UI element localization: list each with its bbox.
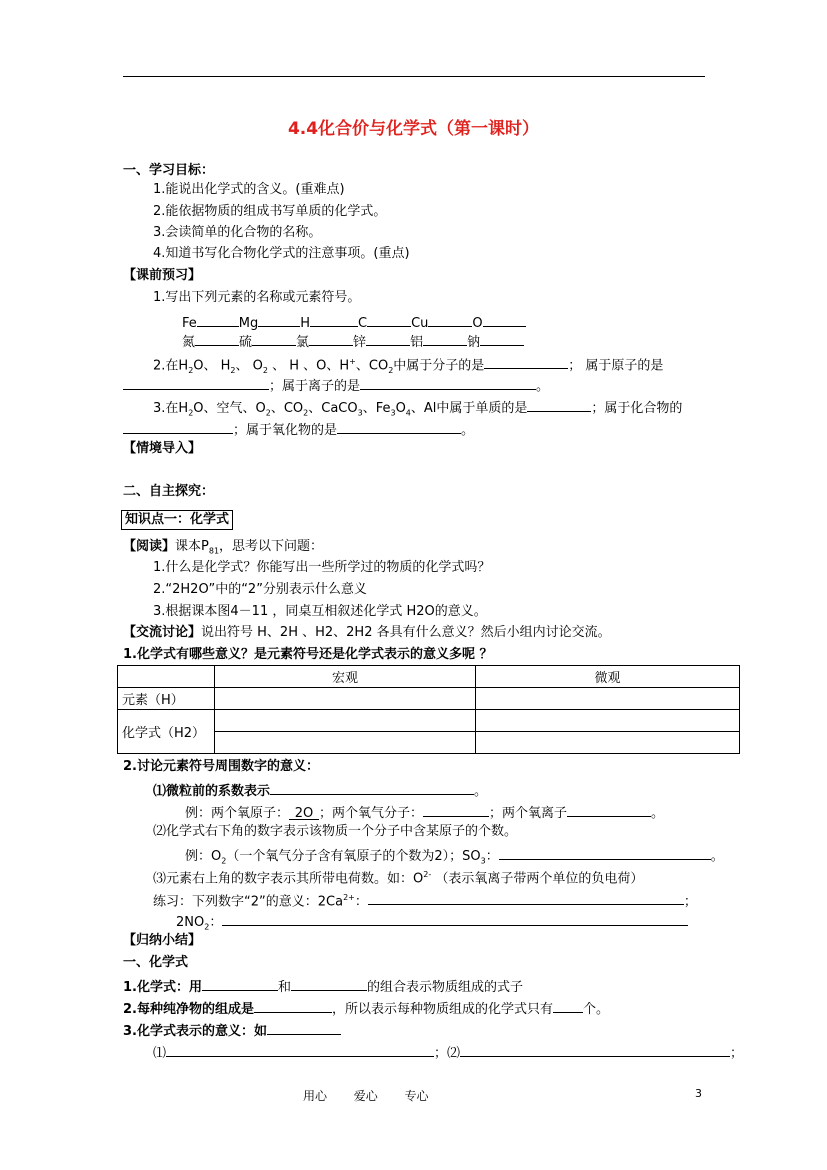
header-rule	[123, 76, 705, 77]
table-header: 微观	[476, 666, 740, 688]
example-2: 例：$O_2$（一个氧气分子含有氧原子的个数为2）；$SO_3$： 。	[185, 846, 724, 870]
preview-heading: 【课前预习】	[123, 268, 202, 283]
preview-q1: 1.写出下列元素的名称或元素符号。	[153, 290, 361, 305]
example-1: 例：两个氧原子： 2O ；两个氧气分子： ；两个氧离子 。	[185, 803, 664, 822]
table-row-label: 元素（H）	[118, 688, 215, 710]
page-number: 3	[695, 1087, 702, 1100]
question-1: 1.化学式有哪些意义？是元素符号还是化学式表示的意义多呢 ？	[123, 647, 493, 662]
symbol-mg: Mg	[238, 316, 259, 331]
element-nitrogen: 氮	[182, 335, 196, 350]
summary-line-1: 1.化学式：用 和 的组合表示物质组成的式子	[123, 977, 523, 996]
table-cell[interactable]	[476, 688, 740, 710]
knowledge-point-box: 知识点一：化学式	[121, 510, 233, 530]
section-objectives-heading: 一、学习目标：	[123, 163, 215, 178]
symbol-c: C	[358, 316, 368, 331]
table-cell[interactable]	[476, 732, 740, 754]
table-row-label: 化学式（H2）	[118, 710, 215, 754]
question-2: 2.讨论元素符号周围数字的意义：	[123, 759, 319, 774]
symbol-row	[182, 313, 526, 332]
table-cell[interactable]	[215, 732, 476, 754]
element-chlorine: 氯	[296, 335, 310, 350]
summary-subheading: 一、化学式	[123, 955, 189, 970]
practice-line-1: 练习：下列数字“2”的意义：$2Ca^{2+}$： ；	[153, 893, 697, 910]
table-cell[interactable]	[215, 688, 476, 710]
preview-q3-line1: 3.在$H_2O$、空气、$O_2$、$CO_2$、CaCO$_3$、$Fe_3O_4$、Al中属于单质的是 ；属于化合物的	[153, 398, 682, 422]
reading-item: 1.什么是化学式？你能写出一些所学过的物质的化学式吗？	[153, 560, 491, 575]
objective-item: 2.能依据物质的组成书写单质的化学式。	[153, 204, 387, 219]
discussion-line: 【交流讨论】说出符号 H、2H 、H2、2H2 各具有什么意义？然后小组内讨论交流。	[123, 625, 611, 640]
summary-line-3: 3.化学式表示的意义：如	[123, 1021, 341, 1040]
section-explore-heading: 二、自主探究：	[123, 484, 215, 499]
point-2: ⑵化学式右下角的数字表示该物质一个分子中含某原子的个数。	[153, 824, 518, 839]
symbol-o: O	[472, 316, 483, 331]
point-1: ⑴微粒前的系数表示 。	[153, 781, 487, 800]
summary-line-4: ⑴ ；⑵ ；	[153, 1043, 743, 1062]
point-3: ⑶元素右上角的数字表示其所带电荷数。如：$O^{2-}$ （表示氧离子带两个单位的负电荷）	[153, 870, 644, 887]
objective-item: 3.会读简单的化合物的名称。	[153, 225, 322, 240]
meaning-table	[117, 665, 740, 754]
intro-heading: 【情境导入】	[123, 441, 202, 456]
reading-line: 【阅读】课本$P_{81}$，思考以下问题：	[123, 539, 324, 556]
symbol-cu: Cu	[411, 316, 429, 331]
objective-item: 4.知道书写化合物化学式的注意事项。(重点)	[153, 246, 410, 261]
preview-q2-line1: 2.在$H_2O$、 $H_2$、 $O_2$ 、 H 、O、H+、$CO_2$中属于分子的是 ； 属于原子的是	[153, 357, 664, 375]
preview-q2-line2: ；属于离子的是 。	[123, 376, 549, 395]
summary-line-2: 2.每种纯净物的组成是 ，所以表示每种物质组成的化学式只有 个。	[123, 999, 609, 1018]
reading-item: 3.根据课本图4－11 ，同桌互相叙述化学式 H2O的意义。	[153, 604, 487, 619]
element-zinc: 锌	[353, 335, 367, 350]
table-cell[interactable]	[215, 710, 476, 732]
element-aluminum: 铝	[410, 335, 424, 350]
element-sulfur: 硫	[239, 335, 253, 350]
page-title: 4.4化合价与化学式（第一课时）	[287, 119, 540, 139]
symbol-fe: Fe	[182, 316, 197, 331]
preview-q3-line2: ；属于氧化物的是 。	[123, 420, 474, 439]
table-cell[interactable]	[476, 710, 740, 732]
table-header: 宏观	[215, 666, 476, 688]
objective-item: 1.能说出化学式的含义。(重难点)	[153, 182, 345, 197]
table-header	[118, 666, 215, 688]
practice-line-2: $2NO_2$：	[176, 912, 688, 936]
element-sodium: 钠	[467, 335, 481, 350]
element-name-row	[182, 332, 524, 351]
reading-item: 2.“2H2O”中的“2”分别表示什么意义	[153, 582, 367, 597]
symbol-h: H	[300, 316, 311, 331]
footer-text: 用心 爱心 专心	[303, 1089, 429, 1103]
summary-heading: 【归纳小结】	[123, 933, 202, 948]
